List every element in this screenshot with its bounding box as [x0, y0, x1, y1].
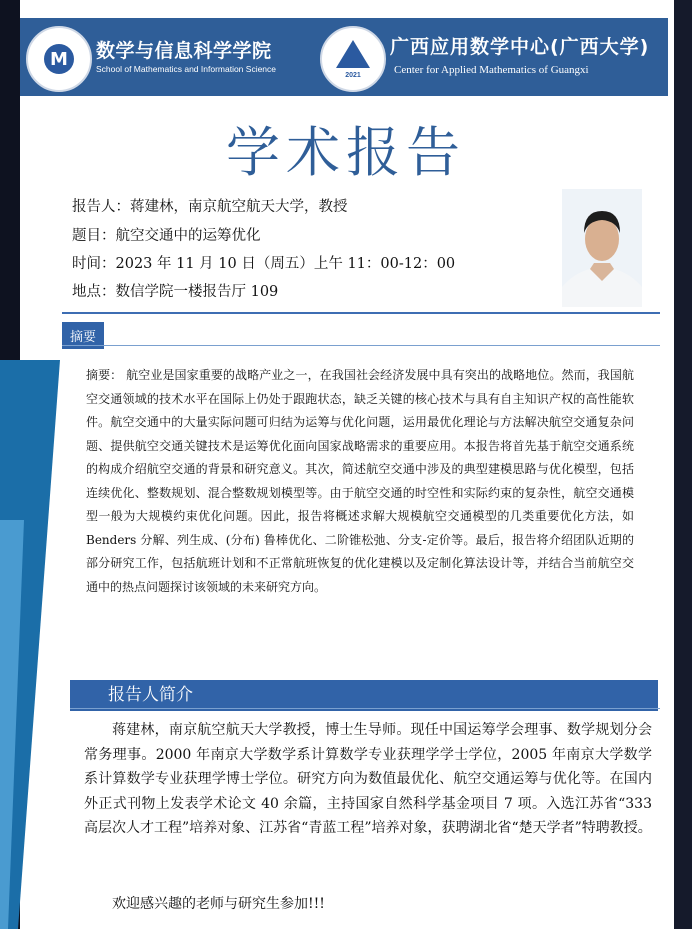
info-divider [62, 312, 660, 314]
school-name-en: School of Mathematics and Information Science [96, 64, 277, 74]
abstract-heading: 摘要 [62, 322, 104, 349]
school-logo-mark: M [44, 44, 74, 74]
header-banner [20, 18, 668, 96]
time-line: 时间：2023 年 11 月 10 日（周五）上午 11：00-12：00 [72, 256, 456, 272]
bio-heading: 报告人简介 [70, 680, 658, 711]
abstract-text: 摘要： 航空业是国家重要的战略产业之一，在我国社会经济发展中具有突出的战略地位。然而，我国航空交通领域的技术水平在国际上仍处于跟跑状态，缺乏关键的核心技术与具有自主知识产权的高性能软件。航空交通中的大量实际问题可归结为运筹与优化问题，运用最优化理论与方法解决航空交通复杂问题、提供航空交通关键技术是运筹优化面向国家战略需求的重要应用。本报告将首先基于航空交通系统的构成介绍航空交通的背景和研究意义。其次，简述航空交通中涉及的典型建模思路与优化模型，包括连续优化、整数规划、混合整数规划模型等。由于航空交通的时空性和实际约束的复杂性，航空交通模型一般为大规模约束优化问题。因此，报告将概述求解大规模航空交通模型的几类重要优化方法，如 Benders 分解、列生成、(分布) 鲁棒优化、二阶锥松弛、分支-定价等。最后，报告将介绍团队近期的部分研究工作，包括航班计划和不正常航班恢复的优化建模以及定制化算法设计等，并结合当前航空交通中的热点问题探讨该领域的未来研究方向。 [86, 368, 634, 594]
center-name-en: Center for Applied Mathematics of Guangxi [394, 64, 589, 76]
abstract-divider [62, 345, 660, 346]
topic-line: 题目：航空交通中的运筹优化 [72, 228, 261, 244]
center-logo-year: 2021 [345, 72, 361, 79]
page-title: 学术报告 [226, 121, 466, 184]
center-name-cn: 广西应用数学中心(广西大学) [390, 36, 650, 58]
speaker-photo [562, 189, 642, 307]
school-logo [26, 26, 92, 92]
center-logo [320, 26, 386, 92]
welcome-text: 欢迎感兴趣的老师与研究生参加!!! [112, 896, 325, 912]
location-line: 地点：数信学院一楼报告厅 109 [72, 284, 279, 300]
school-name-cn: 数学与信息科学学院 [96, 40, 272, 62]
bio-text: 蒋建林，南京航空航天大学教授，博士生导师。现任中国运筹学会理事、数学规划分会常务理事。2000 年南京大学数学系计算数学专业获理学学士学位，2005 年南京大学数学系计算数学专业获理学博士学位。研究方向为数值最优化、航空交通运筹与优化等。在国内外正式刊物上发表学术论文 40 余篇，主持国家自然科学基金项目 7 项。入选江苏省“333 高层次人才工程”培养对象、江苏省“青蓝工程”培养对象，获聘湖北省“楚天学者”特聘教授。 [84, 722, 652, 836]
bio-divider [70, 708, 660, 709]
speaker-line: 报告人：蒋建林，南京航空航天大学，教授 [72, 199, 348, 215]
center-logo-triangle [336, 40, 370, 68]
